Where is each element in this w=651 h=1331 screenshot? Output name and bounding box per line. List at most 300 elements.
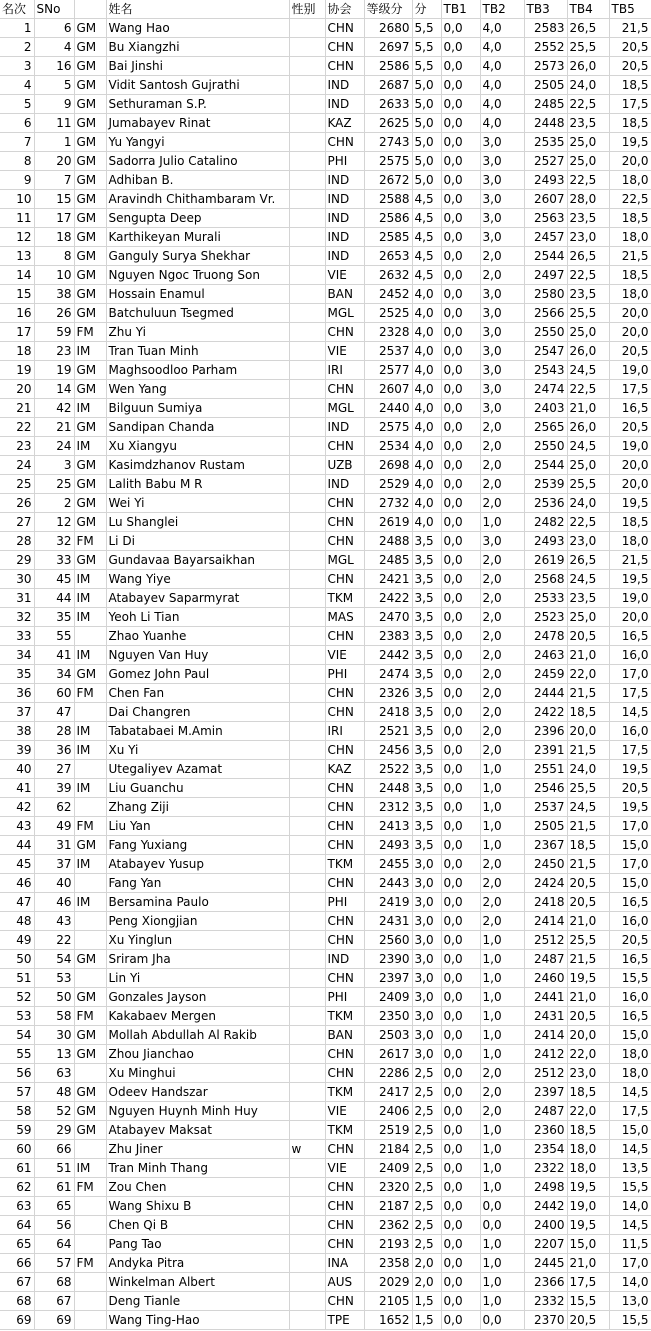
cell-tb3: 2431 [524,1007,567,1026]
cell-tb5: 19,0 [609,361,651,380]
cell-points: 2,5 [412,1235,441,1254]
cell-rank: 21 [0,399,34,418]
cell-sex [289,418,325,437]
cell-tb1: 0,0 [441,684,480,703]
cell-rating: 2470 [364,608,412,627]
cell-tb5: 16,0 [609,912,651,931]
cell-tb2: 2,0 [480,494,524,513]
cell-points: 3,5 [412,722,441,741]
cell-tb4: 22,5 [567,380,609,399]
cell-rank: 20 [0,380,34,399]
cell-sno: 51 [34,1159,74,1178]
cell-tb5: 18,5 [609,266,651,285]
cell-federation: CHN [325,1292,364,1311]
cell-points: 5,5 [412,57,441,76]
cell-sex [289,798,325,817]
cell-tb2: 1,0 [480,1292,524,1311]
table-row [0,855,651,874]
cell-tb2: 1,0 [480,950,524,969]
cell-sex [289,1273,325,1292]
table-row [0,171,651,190]
header-tb3: TB3 [524,0,567,19]
cell-sno: 2 [34,494,74,513]
cell-sex [289,817,325,836]
cell-rating: 2743 [364,133,412,152]
cell-tb2: 1,0 [480,1007,524,1026]
cell-rank: 39 [0,741,34,760]
cell-rating: 2362 [364,1216,412,1235]
cell-points: 3,5 [412,570,441,589]
cell-tb1: 0,0 [441,608,480,627]
cell-tb2: 3,0 [480,361,524,380]
cell-name: Xu Yi [106,741,289,760]
cell-tb2: 3,0 [480,323,524,342]
cell-points: 5,0 [412,152,441,171]
cell-tb2: 3,0 [480,399,524,418]
cell-title: GM [74,380,106,399]
header-rating: 等级分 [364,0,412,19]
cell-federation: CHN [325,969,364,988]
cell-points: 4,0 [412,513,441,532]
cell-sex [289,1311,325,1330]
cell-tb1: 0,0 [441,114,480,133]
cell-sno: 10 [34,266,74,285]
cell-sno: 53 [34,969,74,988]
cell-tb4: 19,0 [567,1197,609,1216]
cell-rank: 55 [0,1045,34,1064]
cell-tb4: 25,5 [567,38,609,57]
cell-title [74,1311,106,1330]
cell-name: Wang Ting-Hao [106,1311,289,1330]
table-row [0,1140,651,1159]
cell-tb4: 22,5 [567,513,609,532]
cell-tb1: 0,0 [441,1216,480,1235]
cell-tb5: 18,5 [609,513,651,532]
table-row [0,190,651,209]
cell-tb2: 1,0 [480,513,524,532]
cell-tb1: 0,0 [441,1254,480,1273]
cell-tb2: 0,0 [480,1311,524,1330]
cell-name: Liu Yan [106,817,289,836]
table-row [0,950,651,969]
cell-tb1: 0,0 [441,1178,480,1197]
cell-sex [289,836,325,855]
cell-tb1: 0,0 [441,760,480,779]
cell-name: Mollah Abdullah Al Rakib [106,1026,289,1045]
cell-tb5: 18,0 [609,532,651,551]
cell-rank: 25 [0,475,34,494]
cell-tb3: 2403 [524,399,567,418]
cell-tb2: 1,0 [480,1235,524,1254]
cell-title: GM [74,1045,106,1064]
cell-tb1: 0,0 [441,912,480,931]
cell-sex [289,228,325,247]
table-row [0,570,651,589]
cell-tb3: 2523 [524,608,567,627]
cell-tb2: 2,0 [480,589,524,608]
cell-sno: 14 [34,380,74,399]
cell-points: 5,0 [412,133,441,152]
cell-title: GM [74,76,106,95]
cell-tb1: 0,0 [441,380,480,399]
cell-tb3: 2367 [524,836,567,855]
cell-tb4: 15,5 [567,1292,609,1311]
cell-sex [289,285,325,304]
cell-name: Odeev Handszar [106,1083,289,1102]
cell-points: 3,5 [412,741,441,760]
cell-tb4: 20,5 [567,627,609,646]
cell-rank: 15 [0,285,34,304]
table-row [0,266,651,285]
cell-tb2: 2,0 [480,551,524,570]
table-row [0,209,651,228]
cell-sex [289,779,325,798]
cell-rating: 2519 [364,1121,412,1140]
cell-points: 3,0 [412,893,441,912]
cell-rank: 18 [0,342,34,361]
cell-rating: 2187 [364,1197,412,1216]
cell-title: GM [74,1026,106,1045]
cell-tb3: 2459 [524,665,567,684]
cell-tb1: 0,0 [441,57,480,76]
cell-points: 2,0 [412,1254,441,1273]
cell-federation: IND [325,95,364,114]
cell-tb1: 0,0 [441,1311,480,1330]
cell-tb1: 0,0 [441,190,480,209]
cell-name: Deng Tianle [106,1292,289,1311]
cell-tb2: 2,0 [480,1083,524,1102]
cell-federation: CHN [325,836,364,855]
header-rank: 名次 [0,0,34,19]
cell-rank: 57 [0,1083,34,1102]
cell-tb1: 0,0 [441,247,480,266]
cell-name: Kasimdzhanov Rustam [106,456,289,475]
cell-tb2: 2,0 [480,741,524,760]
cell-federation: IRI [325,361,364,380]
cell-rating: 2286 [364,1064,412,1083]
cell-title: IM [74,779,106,798]
cell-sno: 5 [34,76,74,95]
cell-name: Zhu Jiner [106,1140,289,1159]
cell-tb4: 25,0 [567,456,609,475]
cell-rating: 2419 [364,893,412,912]
cell-tb1: 0,0 [441,513,480,532]
cell-tb4: 25,0 [567,323,609,342]
cell-points: 2,5 [412,1197,441,1216]
cell-federation: TKM [325,855,364,874]
cell-title [74,798,106,817]
table-row [0,152,651,171]
cell-points: 2,5 [412,1121,441,1140]
cell-points: 4,0 [412,475,441,494]
cell-tb4: 28,0 [567,190,609,209]
cell-rank: 26 [0,494,34,513]
cell-tb2: 4,0 [480,95,524,114]
cell-federation: TKM [325,1007,364,1026]
cell-tb3: 2566 [524,304,567,323]
cell-rank: 23 [0,437,34,456]
cell-rank: 41 [0,779,34,798]
cell-tb3: 2412 [524,1045,567,1064]
cell-federation: CHN [325,798,364,817]
cell-title [74,760,106,779]
cell-points: 3,5 [412,551,441,570]
cell-federation: CHN [325,874,364,893]
cell-name: Nguyen Van Huy [106,646,289,665]
cell-rating: 1652 [364,1311,412,1330]
table-row [0,779,651,798]
cell-tb5: 20,5 [609,38,651,57]
cell-federation: IND [325,209,364,228]
cell-tb1: 0,0 [441,969,480,988]
cell-sno: 32 [34,532,74,551]
header-points: 分 [412,0,441,19]
cell-title: GM [74,38,106,57]
cell-rank: 37 [0,703,34,722]
cell-tb5: 13,0 [609,1292,651,1311]
cell-sex [289,76,325,95]
cell-title: IM [74,608,106,627]
table-row [0,1178,651,1197]
cell-sno: 62 [34,798,74,817]
cell-tb3: 2322 [524,1159,567,1178]
cell-name: Zou Chen [106,1178,289,1197]
cell-name: Jumabayev Rinat [106,114,289,133]
cell-sno: 1 [34,133,74,152]
cell-title: GM [74,209,106,228]
cell-sex [289,627,325,646]
cell-sex [289,475,325,494]
cell-rank: 50 [0,950,34,969]
cell-tb3: 2441 [524,988,567,1007]
cell-points: 3,0 [412,1026,441,1045]
cell-tb2: 2,0 [480,1064,524,1083]
table-row [0,380,651,399]
cell-title: GM [74,152,106,171]
cell-points: 3,0 [412,950,441,969]
cell-tb3: 2487 [524,950,567,969]
cell-tb5: 19,0 [609,589,651,608]
cell-points: 3,5 [412,627,441,646]
cell-points: 4,0 [412,342,441,361]
cell-tb3: 2580 [524,285,567,304]
cell-tb1: 0,0 [441,494,480,513]
cell-tb2: 1,0 [480,1045,524,1064]
cell-rating: 2455 [364,855,412,874]
cell-tb2: 3,0 [480,304,524,323]
cell-title: GM [74,171,106,190]
cell-rating: 2431 [364,912,412,931]
cell-tb4: 23,0 [567,1064,609,1083]
cell-rank: 52 [0,988,34,1007]
cell-sno: 63 [34,1064,74,1083]
cell-tb5: 17,5 [609,380,651,399]
cell-tb4: 26,0 [567,342,609,361]
cell-points: 4,5 [412,266,441,285]
cell-tb1: 0,0 [441,399,480,418]
cell-name: Lin Yi [106,969,289,988]
cell-tb5: 21,5 [609,19,651,38]
cell-rating: 2328 [364,323,412,342]
cell-tb5: 20,0 [609,323,651,342]
cell-title: GM [74,551,106,570]
cell-tb4: 15,0 [567,1235,609,1254]
cell-tb3: 2474 [524,380,567,399]
cell-tb1: 0,0 [441,133,480,152]
table-row [0,437,651,456]
cell-points: 2,5 [412,1083,441,1102]
cell-sex [289,570,325,589]
cell-sex [289,1064,325,1083]
cell-rank: 22 [0,418,34,437]
cell-title [74,969,106,988]
cell-sex [289,684,325,703]
cell-tb2: 1,0 [480,1026,524,1045]
table-row [0,285,651,304]
cell-name: Sadorra Julio Catalino [106,152,289,171]
table-row [0,114,651,133]
cell-rating: 2653 [364,247,412,266]
cell-sex [289,1216,325,1235]
cell-federation: CHN [325,570,364,589]
cell-tb3: 2583 [524,19,567,38]
cell-points: 4,5 [412,209,441,228]
cell-sex [289,190,325,209]
cell-tb1: 0,0 [441,1140,480,1159]
cell-tb3: 2536 [524,494,567,513]
cell-tb1: 0,0 [441,1121,480,1140]
cell-sex [289,19,325,38]
table-row [0,57,651,76]
cell-title [74,912,106,931]
cell-name: Tabatabaei M.Amin [106,722,289,741]
cell-tb1: 0,0 [441,665,480,684]
header-sex: 性别 [289,0,325,19]
cell-federation: IND [325,475,364,494]
cell-tb5: 17,5 [609,741,651,760]
cell-sex [289,950,325,969]
cell-sex [289,1159,325,1178]
cell-sno: 55 [34,627,74,646]
cell-tb2: 2,0 [480,456,524,475]
table-row [0,456,651,475]
table-body [0,19,651,1330]
cell-rating: 2184 [364,1140,412,1159]
cell-tb2: 2,0 [480,475,524,494]
cell-title: IM [74,589,106,608]
cell-tb4: 22,5 [567,171,609,190]
cell-federation: CHN [325,1064,364,1083]
cell-rank: 9 [0,171,34,190]
cell-tb2: 2,0 [480,437,524,456]
header-sno: SNo [34,0,74,19]
cell-federation: MGL [325,304,364,323]
header-row [0,0,651,19]
cell-tb4: 20,5 [567,1007,609,1026]
cell-rank: 27 [0,513,34,532]
cell-tb5: 14,5 [609,1216,651,1235]
cell-name: Vidit Santosh Gujrathi [106,76,289,95]
cell-tb2: 1,0 [480,988,524,1007]
cell-rank: 42 [0,798,34,817]
cell-name: Fang Yuxiang [106,836,289,855]
cell-points: 4,0 [412,456,441,475]
cell-federation: IND [325,247,364,266]
cell-name: Sethuraman S.P. [106,95,289,114]
cell-tb1: 0,0 [441,722,480,741]
cell-title [74,1273,106,1292]
cell-tb3: 2463 [524,646,567,665]
cell-tb4: 23,5 [567,285,609,304]
cell-rating: 2105 [364,1292,412,1311]
cell-federation: MAS [325,608,364,627]
cell-sno: 28 [34,722,74,741]
cell-tb3: 2370 [524,1311,567,1330]
cell-tb2: 2,0 [480,722,524,741]
cell-rating: 2632 [364,266,412,285]
cell-title: GM [74,228,106,247]
table-row [0,1197,651,1216]
cell-tb2: 3,0 [480,190,524,209]
cell-sno: 69 [34,1311,74,1330]
cell-tb3: 2460 [524,969,567,988]
cell-tb5: 19,5 [609,570,651,589]
cell-rank: 56 [0,1064,34,1083]
cell-sno: 17 [34,209,74,228]
cell-sex: w [289,1140,325,1159]
cell-rating: 2687 [364,76,412,95]
cell-tb2: 2,0 [480,418,524,437]
cell-tb1: 0,0 [441,836,480,855]
cell-sex [289,969,325,988]
cell-sno: 4 [34,38,74,57]
cell-tb2: 1,0 [480,1121,524,1140]
cell-sno: 35 [34,608,74,627]
cell-sex [289,874,325,893]
cell-rating: 2029 [364,1273,412,1292]
cell-tb5: 19,5 [609,760,651,779]
cell-rating: 2619 [364,513,412,532]
cell-name: Gonzales Jayson [106,988,289,1007]
table-row [0,1159,651,1178]
cell-points: 4,5 [412,228,441,247]
table-row [0,532,651,551]
cell-tb5: 14,5 [609,1140,651,1159]
cell-title: FM [74,323,106,342]
cell-tb4: 18,5 [567,1121,609,1140]
cell-federation: IND [325,171,364,190]
cell-tb5: 17,0 [609,855,651,874]
cell-title [74,1235,106,1254]
cell-sno: 64 [34,1235,74,1254]
cell-federation: CHN [325,1140,364,1159]
cell-rank: 67 [0,1273,34,1292]
cell-tb3: 2396 [524,722,567,741]
cell-tb4: 20,0 [567,722,609,741]
cell-rating: 2493 [364,836,412,855]
cell-tb2: 2,0 [480,570,524,589]
cell-tb5: 18,0 [609,171,651,190]
cell-federation: CHN [325,1216,364,1235]
cell-sno: 16 [34,57,74,76]
cell-points: 1,5 [412,1311,441,1330]
cell-tb3: 2493 [524,171,567,190]
cell-tb5: 18,0 [609,1045,651,1064]
cell-sex [289,703,325,722]
cell-tb2: 3,0 [480,342,524,361]
cell-sex [289,741,325,760]
cell-federation: AUS [325,1273,364,1292]
